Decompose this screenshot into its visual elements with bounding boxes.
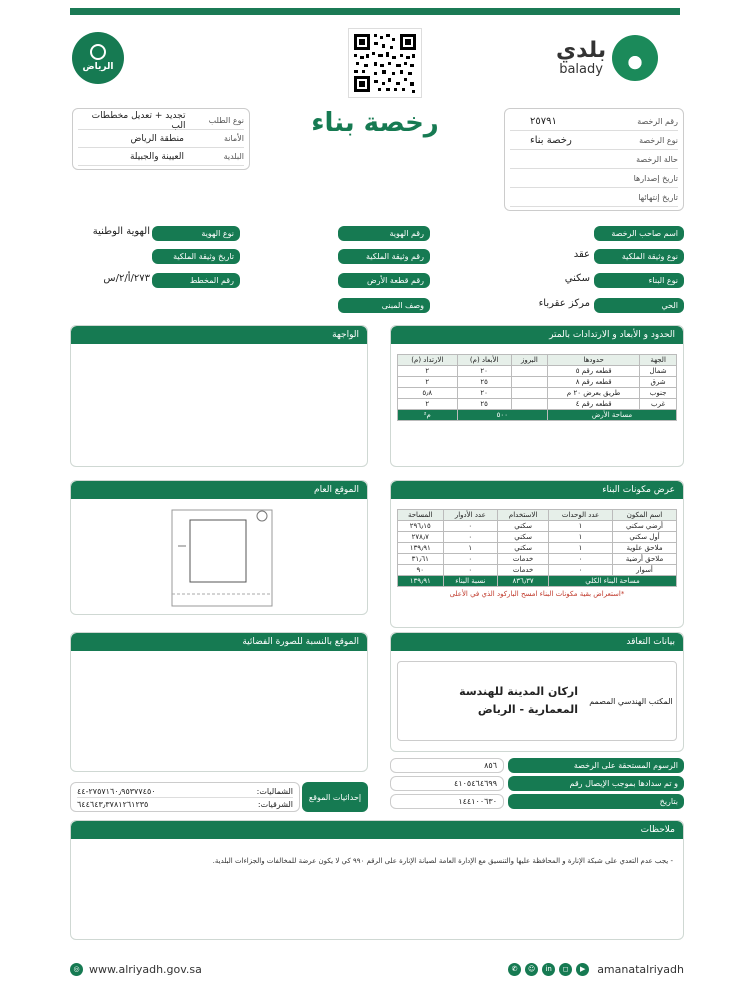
table-cell: ٢٧٨٫٧ (398, 532, 444, 543)
fee-value: ١٤٤١٠٠٦٣٠ (390, 794, 504, 809)
request-info-label: البلدية (223, 152, 244, 161)
table-cell: ٥٫٨ (398, 388, 458, 399)
total-area-label: مساحة البناء الكلي (549, 576, 677, 587)
plot-number-value (240, 273, 335, 288)
table-cell: سكني (498, 532, 549, 543)
table-cell: قطعه رقم ٤ (548, 399, 640, 410)
table-row (398, 388, 677, 399)
table-cell: ٠ (443, 521, 498, 532)
footer-handle[interactable]: amanatalriyadh (597, 962, 684, 976)
coordinates-box (70, 782, 300, 812)
request-info-row (78, 130, 244, 148)
satellite-panel (70, 632, 368, 772)
request-info-value: تجديد + تعديل مخططات الب (91, 110, 186, 131)
table-cell: ١ (549, 532, 613, 543)
footer-website[interactable]: www.alriyadh.gov.sa (89, 962, 202, 976)
license-info-row (510, 150, 678, 169)
contract-panel (390, 632, 684, 752)
table-cell: ٢ (398, 377, 458, 388)
owner-name-label: اسم صاحب الرخصة (594, 226, 684, 241)
facade-title: الواجهة (71, 326, 367, 344)
fee-value: ٨٥٦ (390, 758, 504, 773)
east-label: الشرقيات: (257, 800, 293, 809)
license-info-row (510, 169, 678, 188)
balady-logo (556, 32, 686, 84)
deed-date-value (70, 249, 150, 264)
table-cell: ٢٥ (457, 377, 511, 388)
table-cell: أول سكني (613, 532, 677, 543)
license-info-value: رخصة بناء (530, 134, 572, 146)
components-header: اسم المكون (613, 510, 677, 521)
license-info-label: نوع الرخصة (639, 135, 678, 145)
boundaries-header: حدودها (548, 355, 640, 366)
request-info-value: منطقة الرياض (130, 133, 184, 144)
balady-palm-icon (612, 35, 658, 81)
table-cell: خدمات (498, 565, 549, 576)
district-label: الحي (594, 298, 684, 313)
request-info-row (78, 148, 244, 166)
site-plan-drawing (168, 506, 278, 611)
table-cell: ٠ (443, 532, 498, 543)
table-row (398, 399, 677, 410)
table-cell: شرق (640, 377, 677, 388)
deed-type-value: عقد (573, 249, 590, 260)
table-cell: ٢٥ (457, 399, 511, 410)
request-info-box (72, 108, 250, 170)
building-desc-value (240, 298, 335, 313)
deed-number-label: رقم وثيقة الملكية (338, 249, 430, 264)
license-info-label: تاريخ إصدارها (633, 173, 678, 183)
coordinates-label: إحداثيات الموقع (302, 782, 368, 812)
deed-date-label: تاريخ وثيقة الملكية (152, 249, 240, 264)
table-cell (511, 377, 547, 388)
north-value: ٢٧٥٧١٦٠٫٩٥٣٧٧٤٥٠-٤٤ (77, 786, 156, 796)
plan-number-label: رقم المخطط (152, 273, 240, 288)
building-type-label: نوع البناء (594, 273, 684, 288)
building-desc-label: وصف المبنى (338, 298, 430, 313)
boundaries-header: الارتداد (م) (398, 355, 458, 366)
youtube-icon[interactable]: ▶ (576, 963, 589, 976)
components-header: المساحة (398, 510, 444, 521)
request-info-label: الأمانة (223, 134, 244, 143)
table-cell: قطعه رقم ٥ (548, 366, 640, 377)
area-label: مساحة الأرض (548, 410, 677, 421)
fee-label: بتاريخ (508, 794, 684, 809)
whatsapp-icon[interactable]: ✆ (508, 963, 521, 976)
table-cell: شمال (640, 366, 677, 377)
page-title: رخصة بناء (311, 108, 439, 138)
license-info-label: حالة الرخصة (636, 154, 678, 164)
request-info-value: العيينة والجبيلة (129, 151, 184, 162)
boundaries-header: الأبعاد (م) (457, 355, 511, 366)
license-info-box (504, 108, 684, 211)
table-cell: خدمات (498, 554, 549, 565)
table-cell (511, 366, 547, 377)
id-number-value (240, 226, 335, 241)
fee-label: و تم سدادها بموجب الإيصال رقم (508, 776, 684, 791)
table-cell: ١ (549, 543, 613, 554)
table-cell: أسوار (613, 565, 677, 576)
boundaries-table (397, 354, 677, 421)
site-panel (70, 480, 368, 615)
table-cell: طريق بعرض ٢٠ م (548, 388, 640, 399)
table-cell: ٠ (443, 554, 498, 565)
qr-code[interactable] (348, 28, 422, 98)
table-cell: سكني (498, 543, 549, 554)
notes-panel (70, 820, 684, 940)
ratio-label: نسبة البناء (443, 576, 498, 587)
north-label: الشماليات: (256, 786, 293, 796)
table-cell: أرضي سكني (613, 521, 677, 532)
license-info-label: تاريخ إنتهائها (638, 192, 678, 202)
deed-number-value (240, 249, 335, 264)
table-row (398, 532, 677, 543)
palm-icon (90, 44, 106, 60)
table-row (398, 366, 677, 377)
license-info-row (510, 131, 678, 150)
boundaries-title: الحدود و الأبعاد و الارتدادات بالمتر (391, 326, 683, 344)
table-cell: جنوب (640, 388, 677, 399)
id-number-label: رقم الهوية (338, 226, 430, 241)
qr-code-icon (352, 32, 418, 94)
table-cell: ملاحق أرضية (613, 554, 677, 565)
site-title: الموقع العام (71, 481, 367, 499)
table-cell: ٠ (549, 554, 613, 565)
satellite-title: الموقع بالنسبة للصورة الفضائية (71, 633, 367, 651)
plot-number-label: رقم قطعة الأرض (338, 273, 430, 288)
office-label: المكتب الهندسي المصمم (589, 696, 673, 706)
components-note: *استعراض بقية مكونات البناء امسح الباركود الذي في الأعلى (449, 590, 625, 598)
license-info-value: ٢٥٧٩١ (530, 115, 557, 127)
contract-title: بيانات التعاقد (391, 633, 683, 651)
request-info-label: نوع الطلب (208, 116, 244, 125)
table-cell (511, 388, 547, 399)
fee-value: ٤١٠٥٤٦٤٦٩٩ (390, 776, 504, 791)
deed-type-label: نوع وثيقة الملكية (594, 249, 684, 264)
table-cell: ٠ (443, 565, 498, 576)
globe-icon: ◎ (70, 963, 83, 976)
area-unit: م² (398, 410, 458, 421)
components-header: عدد الوحدات (549, 510, 613, 521)
boundaries-header: البروز (511, 355, 547, 366)
components-title: عرض مكونات البناء (391, 481, 683, 499)
boundaries-panel (390, 325, 684, 467)
total-area-value: ٨٣٦٫٣٧ (498, 576, 549, 587)
license-info-row (510, 112, 678, 131)
license-info-row (510, 188, 678, 207)
id-type-label: نوع الهوية (152, 226, 240, 241)
riyadh-logo-text: الرياض (82, 62, 114, 72)
plan-number-value: ٢٧٣/أ/٢/س (103, 273, 150, 284)
components-panel (390, 480, 684, 628)
brand-ar: بلدي (556, 37, 607, 63)
id-type-value: الهوية الوطنية (92, 226, 150, 237)
table-cell: ٢٠ (457, 388, 511, 399)
area-value: ٥٠٠ (457, 410, 548, 421)
table-cell: قطعه رقم ٨ (548, 377, 640, 388)
building-type-value: سكني (564, 273, 590, 284)
table-row (398, 543, 677, 554)
table-cell: ٠ (549, 565, 613, 576)
table-cell: سكني (498, 521, 549, 532)
table-cell: ٢٠ (457, 366, 511, 377)
snapchat-icon[interactable]: ☺ (525, 963, 538, 976)
table-row (398, 554, 677, 565)
brand-en: balady (559, 61, 603, 77)
table-cell (511, 399, 547, 410)
table-cell: ٣١٫٦١ (398, 554, 444, 565)
footer (70, 960, 684, 978)
table-row (398, 377, 677, 388)
linkedin-icon[interactable]: in (542, 963, 555, 976)
components-table (397, 509, 677, 587)
table-cell: ٢٩٦٫١٥ (398, 521, 444, 532)
notes-text: - يجب عدم التعدي على شبكة الإنارة و المحافظة عليها والتنسيق مع الإدارة العامة لصيانة الإنارة على الرقم ٩٩٠ كي لا يكون عرضة للمخالفات والجزاءات البلدية. (212, 857, 673, 865)
table-cell: ملاحق علوية (613, 543, 677, 554)
table-row (398, 565, 677, 576)
district-value: مركز عقرباء (538, 298, 590, 309)
top-bar (70, 8, 680, 15)
owner-name-value (450, 226, 590, 241)
table-row (398, 521, 677, 532)
table-cell: ٩٠ (398, 565, 444, 576)
notes-title: ملاحظات (71, 821, 683, 839)
boundaries-header: الجهة (640, 355, 677, 366)
office-value: اركان المدينة للهندسة المعمارية - الرياض (459, 685, 578, 716)
table-cell: غرب (640, 399, 677, 410)
table-cell: ١٣٩٫٩١ (398, 543, 444, 554)
instagram-icon[interactable]: ◻ (559, 963, 572, 976)
riyadh-logo (72, 32, 124, 84)
fee-label: الرسوم المستحقة على الرخصة (508, 758, 684, 773)
table-cell: ١ (549, 521, 613, 532)
east-value: ٦٤٤٦٤٣٫٣٧٨١٢٦١٢٣٥ (77, 800, 149, 809)
facade-panel (70, 325, 368, 467)
components-header: الاستخدام (498, 510, 549, 521)
table-cell: ١ (443, 543, 498, 554)
table-cell: ٢ (398, 366, 458, 377)
table-cell: ٢ (398, 399, 458, 410)
components-header: عدد الأدوار (443, 510, 498, 521)
ratio-value: ١٣٩٫٩١ (398, 576, 444, 587)
request-info-row (78, 112, 244, 130)
license-info-label: رقم الرخصة (637, 116, 678, 126)
